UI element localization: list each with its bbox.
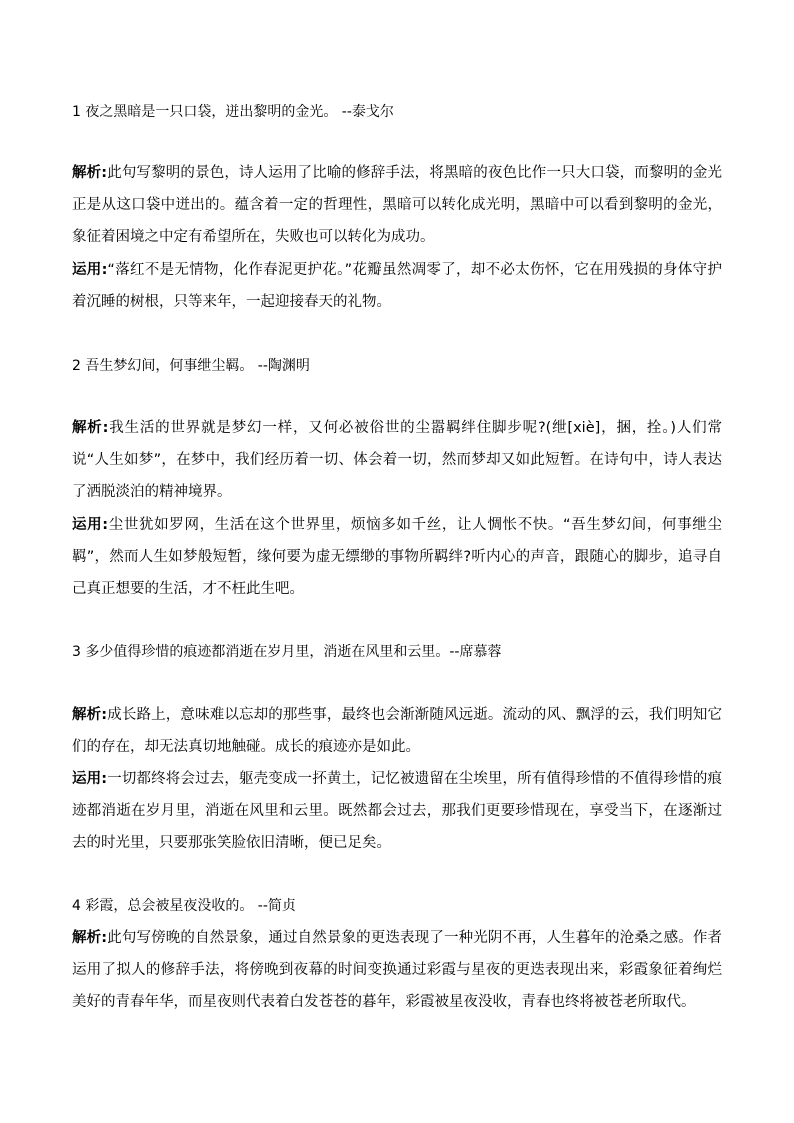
entry-2-analysis-text: 我生活的世界就是梦幻一样，又何必被俗世的尘嚣羁绊住脚步呢?(绁[xiè]，捆，拴。)人们常说“人生如梦”，在梦中，我们经历着一切、体会着一切，然而梦却又如此短暂。在诗句中，诗人表达了洒脱淡泊的精神境界。	[72, 420, 722, 500]
entry-3-analysis-label: 解析:	[72, 707, 108, 723]
entry-2-usage-text: 尘世犹如罗网，生活在这个世界里，烦恼多如千丝，让人惆怅不快。“吾生梦幻间，何事绁尘羁”，然而人生如梦般短暂，缘何要为虚无缥缈的事物所羁绊?听内心的声音，跟随心的脚步，追寻自己真正想要的生活，才不枉此生吧。	[72, 517, 722, 597]
entry-1-analysis	[72, 157, 722, 253]
entry-1-analysis-label: 解析:	[72, 165, 108, 181]
entry-1-analysis-text: 此句写黎明的景色，诗人运用了比喻的修辞手法，将黑暗的夜色比作一只大口袋，而黎明的金光正是从这口袋中迸出的。蕴含着一定的哲理性，黑暗可以转化成光明，黑暗中可以看到黎明的金光，象征着困境之中定有希望所在，失败也可以转化为成功。	[72, 165, 722, 245]
entry-3-title: 3 多少值得珍惜的痕迹都消逝在岁月里，消逝在风里和云里。--席慕蓉	[72, 644, 502, 660]
entry-2-analysis-label: 解析:	[72, 420, 109, 436]
entry-1-title: 1 夜之黑暗是一只口袋，迸出黎明的金光。 --泰戈尔	[72, 104, 394, 120]
entry-4-title: 4 彩霞，总会被星夜没收的。 --简贞	[72, 898, 296, 914]
entry-2-usage-label: 运用:	[72, 517, 109, 533]
entry-1-usage-label: 运用:	[72, 262, 108, 278]
entry-3-usage-label: 运用:	[72, 771, 108, 787]
entry-2-title: 2 吾生梦幻间，何事绁尘羁。 --陶渊明	[72, 358, 310, 374]
entry-3-usage	[72, 763, 722, 859]
entry-2-usage	[72, 509, 722, 605]
entry-4-analysis-text: 此句写傍晚的自然景象，通过自然景象的更迭表现了一种光阴不再，人生暮年的沧桑之感。作者运用了拟人的修辞手法，将傍晚到夜幕的时间变换通过彩霞与星夜的更迭表现出来，彩霞象征着绚烂美好的青春年华，而星夜则代表着白发苍苍的暮年，彩霞被星夜没收，青春也终将被苍老所取代。	[72, 930, 722, 1010]
entry-2-analysis	[72, 412, 722, 508]
entry-3-analysis	[72, 699, 722, 763]
entry-1-usage	[72, 254, 722, 318]
entry-3-analysis-text: 成长路上，意味难以忘却的那些事，最终也会渐渐随风远逝。流动的风、飘浮的云，我们明知它们的存在，却无法真切地触碰。成长的痕迹亦是如此。	[72, 707, 722, 755]
entry-4-analysis	[72, 922, 722, 1018]
entry-3-usage-text: 一切都终将会过去，躯壳变成一抔黄土，记忆被遗留在尘埃里，所有值得珍惜的不值得珍惜的痕迹都消逝在岁月里，消逝在风里和云里。既然都会过去，那我们更要珍惜现在，享受当下，在逐渐过去的时光里，只要那张笑脸依旧清晰，便已足矣。	[72, 771, 722, 851]
entry-4-analysis-label: 解析:	[72, 930, 108, 946]
entry-1-usage-text: “落红不是无情物，化作春泥更护花。”花瓣虽然凋零了，却不必太伤怀，它在用残损的身体守护着沉睡的树根，只等来年，一起迎接春天的礼物。	[72, 262, 722, 310]
